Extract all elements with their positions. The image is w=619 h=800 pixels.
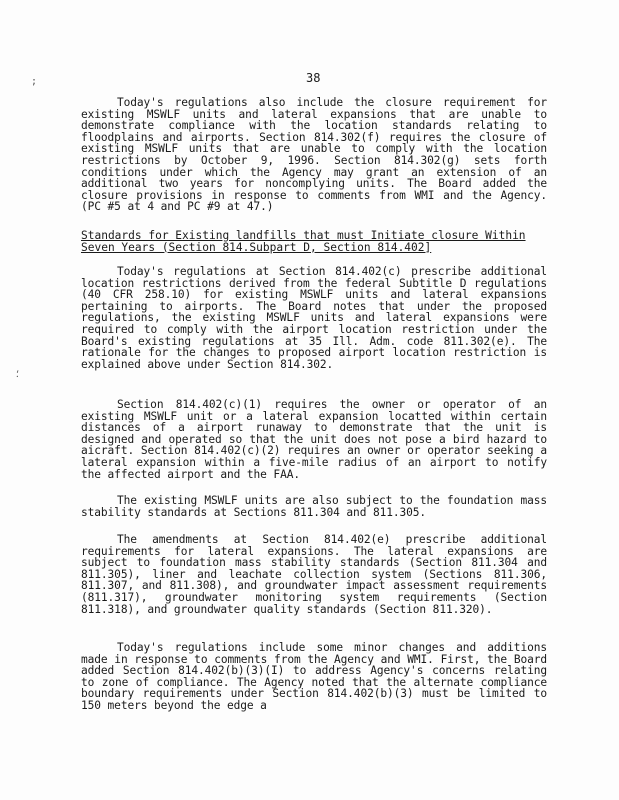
paragraph-location-restrictions: Today's regulations at Section 814.402(c) prescribe additional location restrictions derived from the federal Subtitle D regulations (40 CFR 258.10) for existing MSWLF units and lateral expansions pertaining to airports. The Board notes that under the proposed regulations, the existing MSWLF units and lateral expansions were required to comply with the airport location restriction under the Board's existing regulations at 35 Ill. Adm. code 811.302(e). The rationale for the changes to proposed airport location restriction is explained above under Section 814.302. bbox=[81, 265, 547, 371]
margin-mark: ; bbox=[31, 76, 38, 87]
section-heading: Standards for Existing landfills that must Initiate closure Within Seven Years (Section 814.Subpart D, Section 814.402] bbox=[81, 229, 526, 254]
page-number: 38 bbox=[306, 71, 321, 85]
paragraph-foundation-stability: The existing MSWLF units are also subject to the foundation mass stability standards at Sections 811.304 and 811.305. bbox=[81, 494, 547, 519]
paragraph-airport-requirements: Section 814.402(c)(1) requires the owner or operator of an existing MSWLF unit or a lateral expansion locatted within certain distances of a airport runaway to demonstrate that the unit is designed and operated so that the unit does not pose a bird hazard to aicraft. Section 814.402(c)(2) requires an owner or operator seeking a lateral expansion within a five-mile radius of an airport to notify the affected airport and the FAA. bbox=[81, 398, 547, 481]
paragraph-minor-changes: Today's regulations include some minor changes and additions made in response to comments from the Agency and WMI. First, the Board added Section 814.402(b)(3)(I) to address Agency's concerns relating to zone of compliance. The Agency noted that the alternate compliance boundary requirements under Section 814.402(b)(3) must be limited to 150 meters beyond the edge a bbox=[81, 641, 547, 712]
margin-mark: ⸵ bbox=[16, 369, 19, 380]
paragraph-closure-requirement: Today's regulations also include the closure requirement for existing MSWLF units and lateral expansions that are unable to demonstrate compliance with the location standards relating to floodplains and airports. Section 814.302(f) requires the closure of existing MSWLF units that are unable to comply with the location restrictions by October 9, 1996. Section 814.302(g) sets forth conditions under which the Agency may grant an extension of an additional two years for noncomplying units. The Board added the closure provisions in response to comments from WMI and the Agency. (PC #5 at 4 and PC #9 at 47.) bbox=[81, 96, 547, 214]
paragraph-lateral-expansions: The amendments at Section 814.402(e) prescribe additional requirements for lateral expansions. The lateral expansions are subject to foundation mass stability standards (Section 811.304 and 811.305), liner and leachate collection system (Sections 811.306, 811.307, and 811.308), and groundwater impact assessment requirements (811.317), groundwater monitoring system requirements (Section 811.318), and groundwater quality standards (Section 811.320). bbox=[81, 533, 547, 616]
